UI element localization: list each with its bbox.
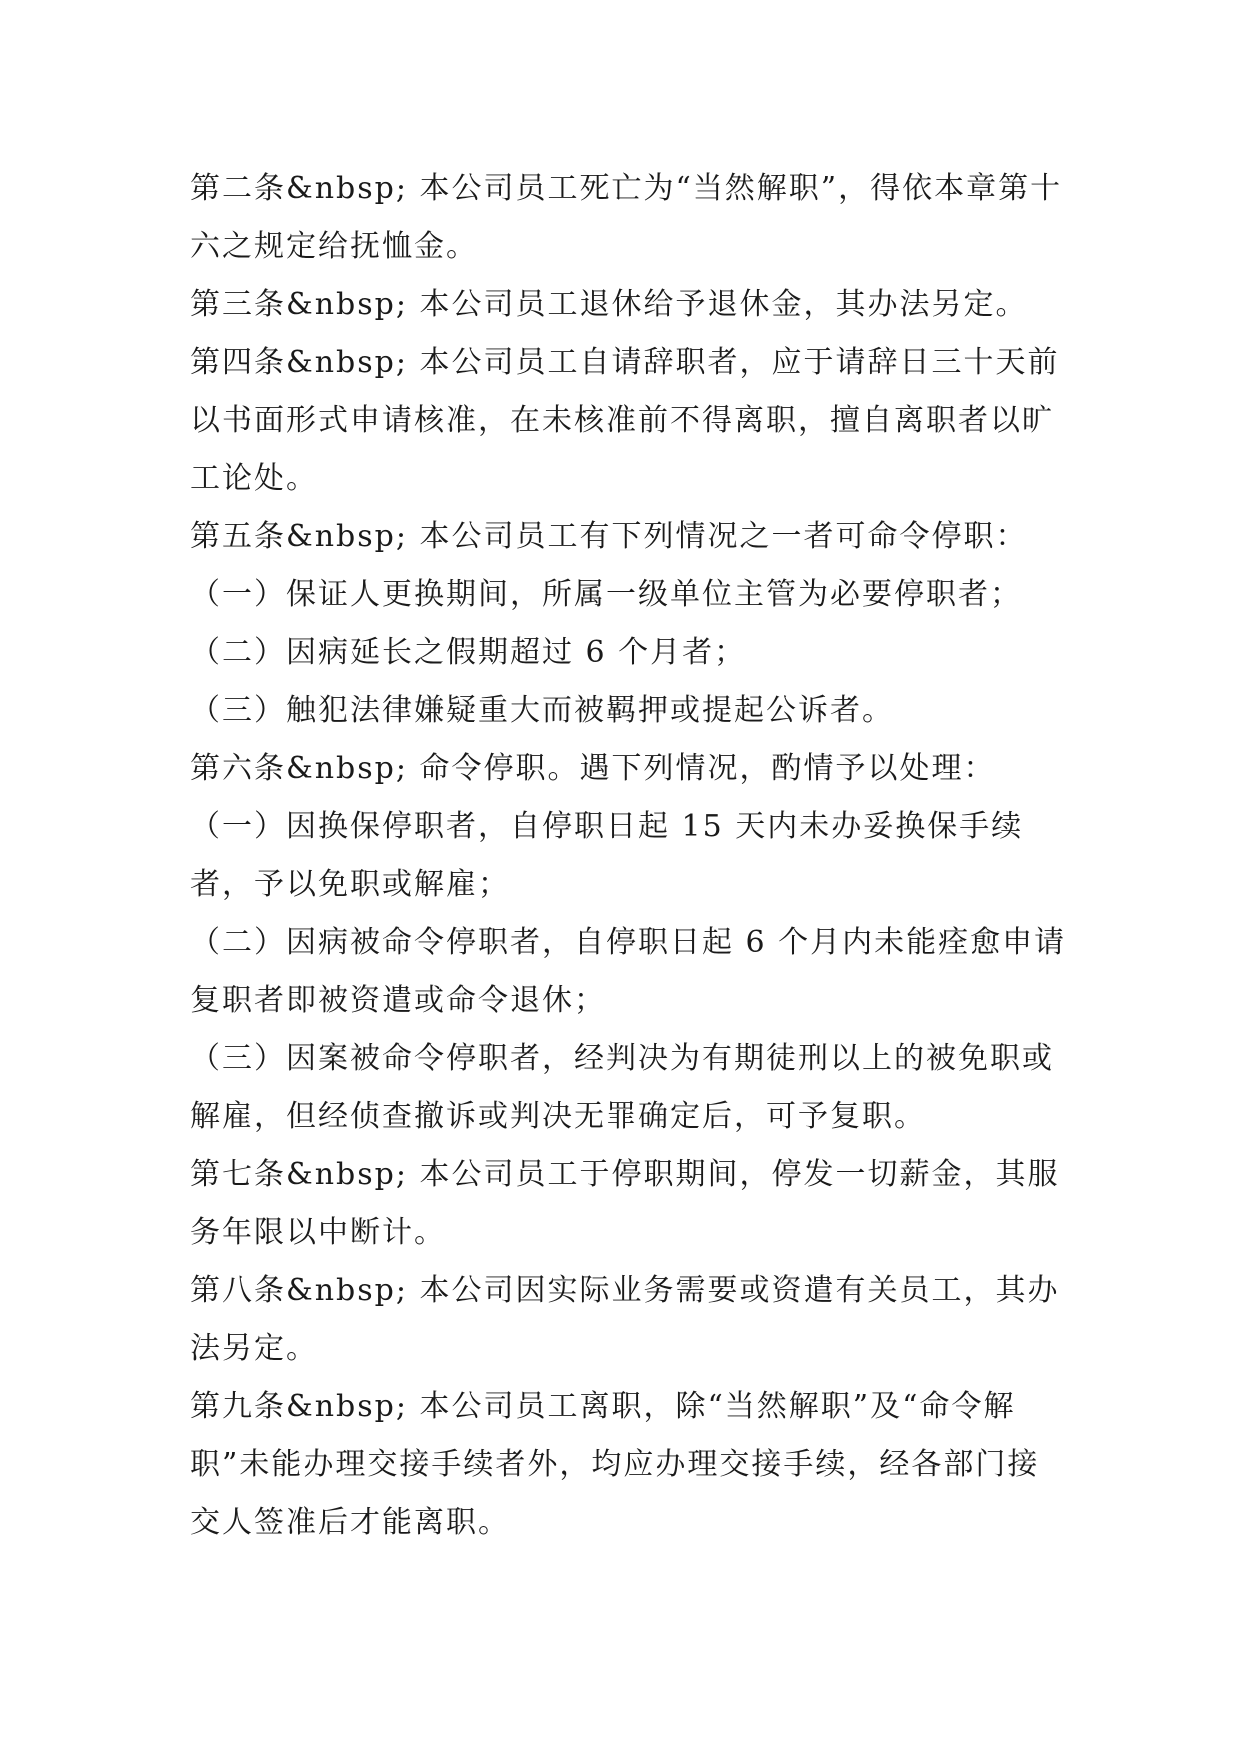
article-9: 第九条&nbsp; 本公司员工离职，除“当然解职”及“命令解职”未能办理交接手续者外，均应办理交接手续，经各部门接交人签准后才能离职。 bbox=[190, 1389, 1040, 1540]
document-body bbox=[190, 160, 1070, 1552]
article-6-item-1: （一）因换保停职者，自停职日起 15 天内未办妥换保手续者，予以免职或解雇； bbox=[190, 809, 1024, 902]
article-3: 第三条&nbsp; 本公司员工退休给予退休金，其办法另定。 bbox=[190, 287, 1028, 322]
article-6-item-3: （三）因案被命令停职者，经判决为有期徒刑以上的被免职或解雇，但经侦查撤诉或判决无罪确定后，可予复职。 bbox=[190, 1041, 1054, 1134]
article-6-item-2: （二）因病被命令停职者，自停职日起 6 个月内未能痊愈申请复职者即被资遣或命令退休； bbox=[190, 925, 1067, 1018]
article-6: 第六条&nbsp; 命令停职。遇下列情况，酌情予以处理： bbox=[190, 751, 996, 786]
article-7: 第七条&nbsp; 本公司员工于停职期间，停发一切薪金，其服务年限以中断计。 bbox=[190, 1157, 1060, 1250]
article-5-item-3: （三）触犯法律嫌疑重大而被羁押或提起公诉者。 bbox=[190, 693, 894, 728]
article-4: 第四条&nbsp; 本公司员工自请辞职者，应于请辞日三十天前以书面形式申请核准，在未核准前不得离职，擅自离职者以旷工论处。 bbox=[190, 345, 1060, 496]
article-5: 第五条&nbsp; 本公司员工有下列情况之一者可命令停职： bbox=[190, 519, 1028, 554]
article-5-item-1: （一）保证人更换期间，所属一级单位主管为必要停职者； bbox=[190, 577, 1022, 612]
article-2: 第二条&nbsp; 本公司员工死亡为“当然解职”，得依本章第十六之规定给抚恤金。 bbox=[190, 171, 1063, 264]
article-8: 第八条&nbsp; 本公司因实际业务需要或资遣有关员工，其办法另定。 bbox=[190, 1273, 1060, 1366]
article-5-item-2: （二）因病延长之假期超过 6 个月者； bbox=[190, 635, 747, 670]
